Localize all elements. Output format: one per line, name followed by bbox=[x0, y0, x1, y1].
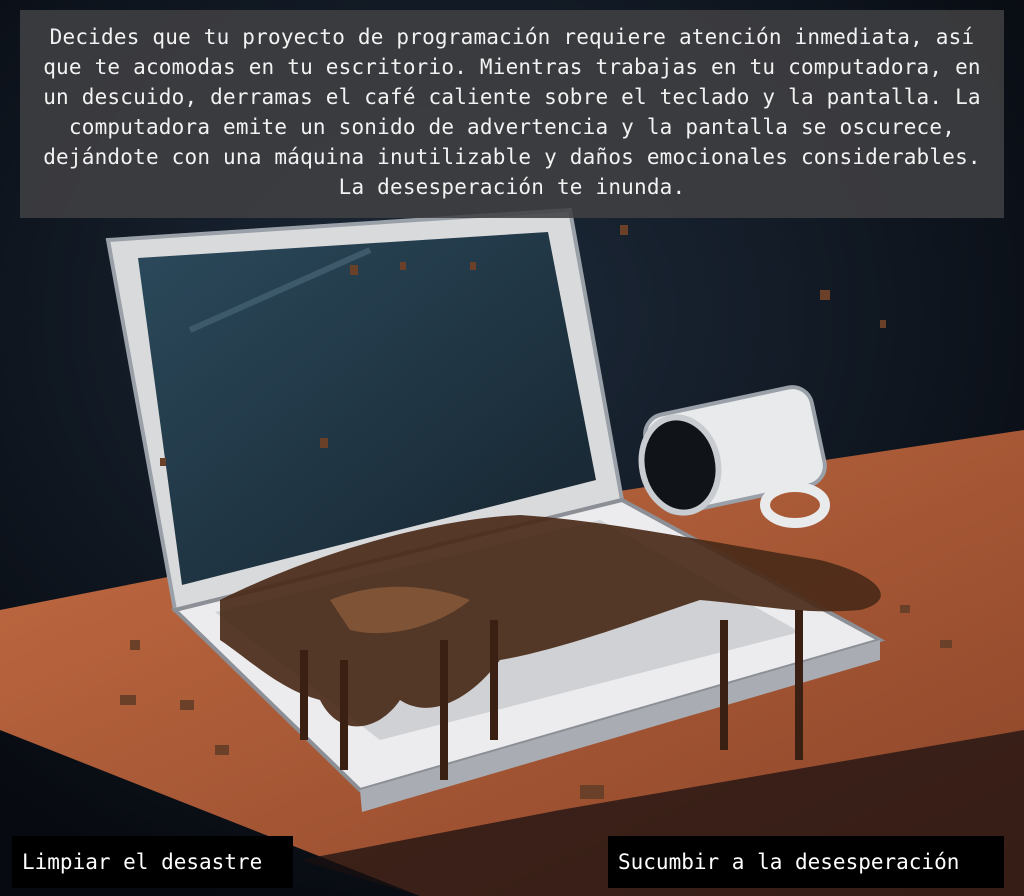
narration-text: Decides que tu proyecto de programación requiere atención inmediata, así que te acomodas en tu escritorio. Mientras trabajas en tu computadora, en un descuido, derramas el café caliente sobre el teclado y la pantalla. La computadora emite un sonido de advertencia y la pantalla se oscurece, dejándote con una máquina inutilizable y daños emocionales considerables. La desesperación te inunda. bbox=[20, 10, 1004, 218]
drip bbox=[300, 650, 308, 740]
succumb-despair-choice-button[interactable]: Sucumbir a la desesperación bbox=[608, 836, 1004, 888]
drip bbox=[795, 610, 803, 760]
drip bbox=[490, 620, 498, 740]
clean-mess-choice-button[interactable]: Limpiar el desastre bbox=[12, 836, 293, 888]
drip bbox=[440, 640, 448, 780]
drip bbox=[720, 620, 728, 750]
drip bbox=[340, 660, 348, 770]
